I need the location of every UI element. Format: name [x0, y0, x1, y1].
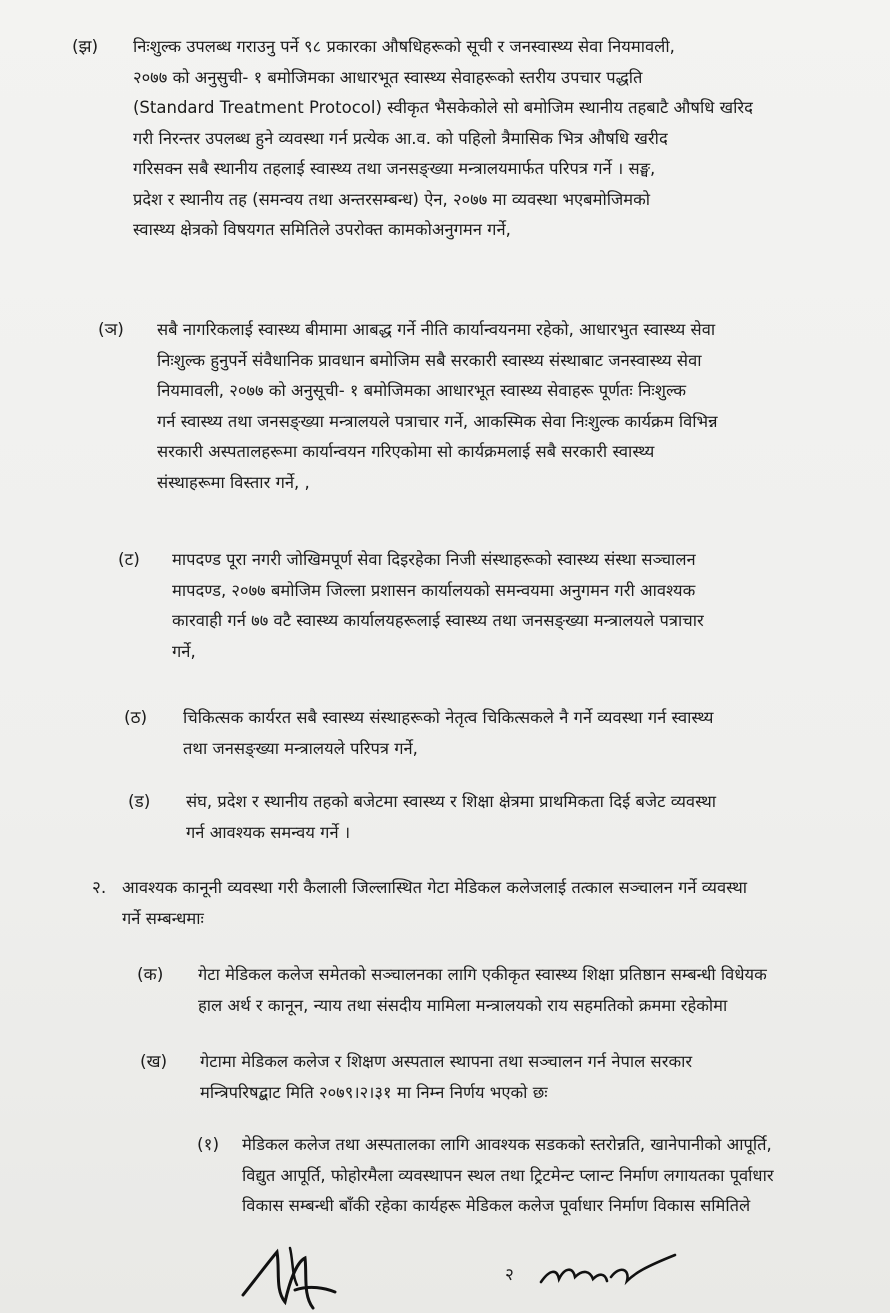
clause-text	[183, 703, 823, 764]
text-line: निःशुल्क हुनुपर्ने संवैधानिक प्रावधान बमोजिम सबै सरकारी स्वास्थ्य संस्थाबाट जनस्वास्थ्य सेवा	[157, 350, 702, 370]
text-line: मेडिकल कलेज तथा अस्पतालका लागि आवश्यक सडकको स्तरोन्नति, खानेपानीको आपूर्ति,	[242, 1135, 772, 1154]
clause-marker: (१)	[197, 1135, 220, 1155]
clause-text	[198, 960, 868, 1021]
clause-marker: (ड)	[128, 792, 151, 812]
text-line: प्रदेश र स्थानीय तह (समन्वय तथा अन्तरसम्बन्ध) ऐन, २०७७ मा व्यवस्था भएबमोजिमको	[133, 189, 651, 209]
text-line: गर्न स्वास्थ्य तथा जनसङ्ख्या मन्त्रालयले पत्राचार गर्ने, आकस्मिक सेवा निःशुल्क कार्यक्रम विभिन्न	[157, 411, 718, 431]
text-line: गरिसक्न सबै स्थानीय तहलाई स्वास्थ्य तथा जनसङ्ख्या मन्त्रालयमार्फत परिपत्र गर्ने । सङ्घ,	[133, 159, 656, 178]
text-line: गर्ने सम्बन्धमाः	[122, 908, 204, 928]
clause-text	[200, 1047, 860, 1108]
text-line: संघ, प्रदेश र स्थानीय तहको बजेटमा स्वास्थ्य र शिक्षा क्षेत्रमा प्राथमिकता दिई बजेट व्यवस्था	[186, 792, 717, 811]
text-line: चिकित्सक कार्यरत सबै स्वास्थ्य संस्थाहरूको नेतृत्व चिकित्सकले नै गर्ने व्यवस्था गर्न स्वास्थ्य	[183, 708, 714, 727]
signature-right	[535, 1247, 685, 1297]
clause-text	[242, 1130, 867, 1222]
text-line: तथा जनसङ्ख्या मन्त्रालयले परिपत्र गर्ने,	[183, 738, 418, 758]
text-line: गर्न आवश्यक समन्वय गर्ने ।	[186, 822, 351, 842]
text-line: सबै नागरिकलाई स्वास्थ्य बीमामा आबद्ध गर्ने नीति कार्यान्वयनमा रहेको, आधारभुत स्वास्थ्य सेवा	[157, 320, 716, 339]
text-line: गेटामा मेडिकल कलेज र शिक्षण अस्पताल स्थापना तथा सञ्चालन गर्न नेपाल सरकार	[200, 1052, 693, 1071]
text-line: आवश्यक कानूनी व्यवस्था गरी कैलाली जिल्लास्थित गेटा मेडिकल कलेजलाई तत्काल सञ्चालन गर्ने व्यवस्था	[122, 878, 748, 897]
clause-text	[157, 315, 817, 498]
clause-marker: (ख)	[140, 1052, 168, 1072]
text-line: नियमावली, २०७७ को अनुसूची- १ बमोजिमका आधारभूत स्वास्थ्य सेवाहरू पूर्णतः निःशुल्क	[157, 381, 687, 400]
text-line: कारवाही गर्न ७७ वटै स्वास्थ्य कार्यालयहरूलाई स्वास्थ्य तथा जनसङ्ख्या मन्त्रालयले पत्राचार	[172, 611, 704, 630]
text-line: सरकारी अस्पतालहरूमा कार्यान्वयन गरिएकोमा सो कार्यक्रमलाई सबै सरकारी स्वास्थ्य	[157, 442, 655, 461]
signature-left	[235, 1240, 345, 1312]
text-line: मन्त्रिपरिषद्बाट मिति २०७९।२।३१ मा निम्न निर्णय भएको छः	[200, 1082, 548, 1102]
clause-marker: (ञ)	[98, 320, 124, 340]
section-text	[122, 873, 842, 934]
clause-marker: (क)	[137, 965, 164, 985]
clause-marker: (ट)	[118, 550, 140, 570]
text-line: निःशुल्क उपलब्ध गराउनु पर्ने ९८ प्रकारका औषधिहरूको सूची र जनस्वास्थ्य सेवा नियमावली,	[133, 37, 675, 56]
page-footer	[0, 1235, 890, 1313]
text-line: हाल अर्थ र कानून, न्याय तथा संसदीय मामिला मन्त्रालयको राय सहमतिको क्रममा रहेकोमा	[198, 995, 728, 1015]
text-line: गेटा मेडिकल कलेज समेतको सञ्चालनका लागि एकीकृत स्वास्थ्य शिक्षा प्रतिष्ठान सम्बन्धी विधेयक	[198, 965, 767, 984]
clause-text	[133, 32, 813, 246]
clause-text	[172, 545, 817, 667]
clause-text	[186, 787, 826, 848]
text-line: विद्युत आपूर्ति, फोहोरमैला व्यवस्थापन स्थल तथा ट्रिटमेन्ट प्लान्ट निर्माण लगायतका पूर्वाधार	[242, 1165, 774, 1185]
clause-marker: (झ)	[72, 37, 99, 57]
text-line: विकास सम्बन्धी बाँकी रहेका कार्यहरू मेडिकल कलेज पूर्वाधार निर्माण विकास समितिले	[242, 1196, 751, 1215]
text-line: (Standard Treatment Protocol) स्वीकृत भैसकेकोले सो बमोजिम स्थानीय तहबाटै औषधि खरिद	[133, 98, 753, 117]
clause-marker: (ठ)	[124, 708, 148, 728]
page-number: २	[505, 1265, 514, 1285]
text-line: मापदण्ड, २०७७ बमोजिम जिल्ला प्रशासन कार्यालयको समन्वयमा अनुगमन गरी आवश्यक	[172, 580, 696, 600]
text-line: संस्थाहरूमा विस्तार गर्ने, ,	[157, 472, 310, 492]
section-number: २.	[92, 878, 107, 898]
text-line: गर्ने,	[172, 641, 196, 661]
text-line: २०७७ को अनुसुची- १ बमोजिमका आधारभूत स्वास्थ्य सेवाहरूको स्तरीय उपचार पद्धति	[133, 67, 643, 87]
text-line: मापदण्ड पूरा नगरी जोखिमपूर्ण सेवा दिइरहेका निजी संस्थाहरूको स्वास्थ्य संस्था सञ्चालन	[172, 550, 696, 569]
text-line: गरी निरन्तर उपलब्ध हुने व्यवस्था गर्न प्रत्येक आ.व. को पहिलो त्रैमासिक भित्र औषधि खरीद	[133, 128, 668, 148]
text-line: स्वास्थ्य क्षेत्रको विषयगत समितिले उपरोक्त कामकोअनुगमन गर्ने,	[133, 220, 511, 239]
